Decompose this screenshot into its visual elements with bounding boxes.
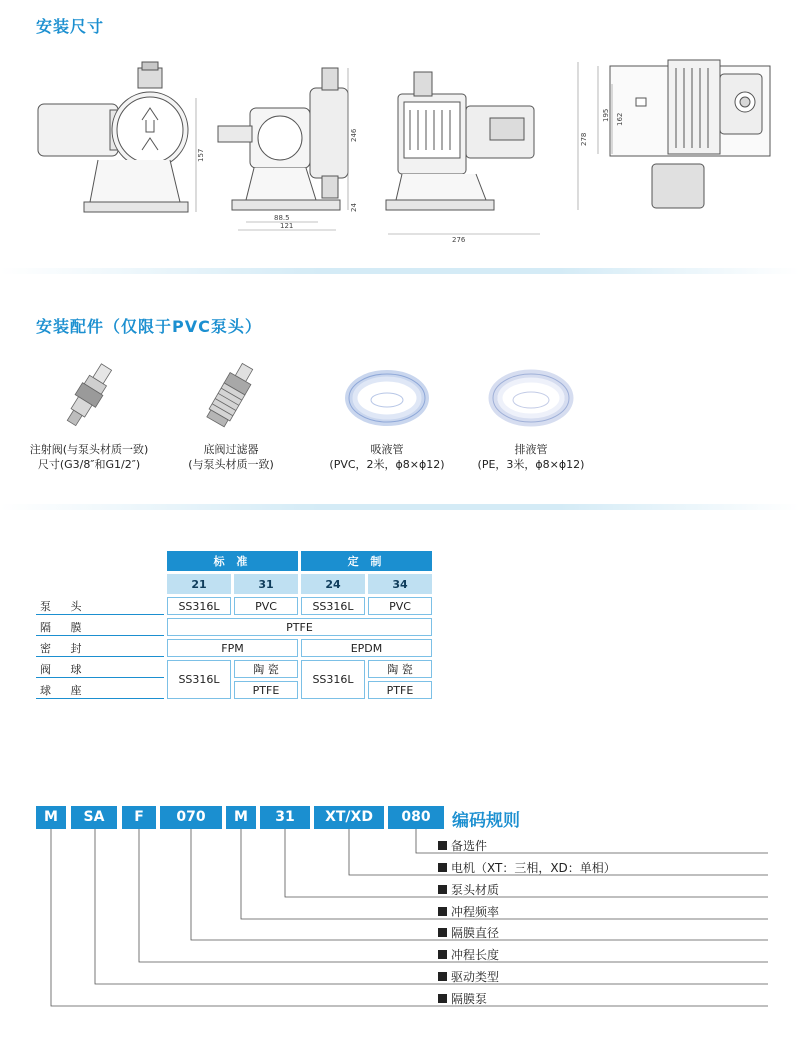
code-segment-options: 080 <box>388 806 444 829</box>
accessory-caption: 尺寸(G3/8″和G1/2″) <box>37 458 141 471</box>
square-bullet-icon <box>438 863 447 872</box>
table-cell: FPM <box>167 639 298 657</box>
accessory-suction-tube <box>312 360 462 472</box>
code-rule-title: 编码规则 <box>452 811 520 831</box>
square-bullet-icon <box>438 994 447 1003</box>
dim-side-outer: 121 <box>280 222 294 230</box>
legend-item-drive-type: 驱动类型 <box>438 968 499 985</box>
code-cell: 31 <box>234 574 298 594</box>
dim-side-foot: 24 <box>350 203 358 212</box>
code-segment-stroke-frequency: M <box>226 806 256 829</box>
table-row <box>36 681 432 699</box>
accessory-injection-valve <box>14 360 164 472</box>
table-row <box>36 618 432 636</box>
dim-side-inner: 88.5 <box>274 214 290 222</box>
legend-item-pump-head-material: 泵头材质 <box>438 881 499 898</box>
table-header-row <box>36 551 432 571</box>
code-cell: 21 <box>167 574 231 594</box>
legend-item-stroke-frequency: 冲程频率 <box>438 903 499 920</box>
front-view-drawing <box>38 62 196 212</box>
accessory-caption: 底阀过滤器 <box>203 443 259 456</box>
legend-item-motor: 电机（XT：三相，XD：单相） <box>438 859 616 876</box>
section-title-dimensions: 安装尺寸 <box>36 17 105 36</box>
section-divider <box>0 504 800 510</box>
code-cell: 34 <box>368 574 432 594</box>
code-segment-stroke-length: F <box>122 806 156 829</box>
table-cell: 陶 瓷 <box>368 660 432 678</box>
rear-view-drawing <box>386 62 578 234</box>
legend-item-stroke-length: 冲程长度 <box>438 946 499 963</box>
table-cell: PTFE <box>167 618 432 636</box>
table-cell: SS316L <box>167 660 231 699</box>
square-bullet-icon <box>438 950 447 959</box>
side-view-drawing <box>218 68 348 230</box>
table-cell: PTFE <box>234 681 298 699</box>
table-cell: SS316L <box>301 597 365 615</box>
row-label-ball-seat: 球 座 <box>36 681 164 699</box>
code-segment-pump-head-material: 31 <box>260 806 310 829</box>
group-standard-header: 标 准 <box>167 551 298 571</box>
row-label-valve-ball: 阀 球 <box>36 660 164 678</box>
table-cell: 陶 瓷 <box>234 660 298 678</box>
code-segment-motor: XT/XD <box>314 806 384 829</box>
table-cell: EPDM <box>301 639 432 657</box>
row-label-diaphragm: 隔 膜 <box>36 618 164 636</box>
row-label-pump-head: 泵 头 <box>36 597 164 615</box>
square-bullet-icon <box>438 841 447 850</box>
row-label-seal: 密 封 <box>36 639 164 657</box>
dim-rear-height: 278 <box>580 132 588 146</box>
table-cell: SS316L <box>301 660 365 699</box>
dimension-drawings <box>0 50 800 250</box>
legend-item-options: 备选件 <box>438 837 487 854</box>
table-cell: PVC <box>368 597 432 615</box>
dim-top-outer: 195 <box>602 108 610 122</box>
code-leader-lines <box>0 829 800 1019</box>
injection-valve-image <box>49 360 129 430</box>
top-view-drawing <box>598 60 770 208</box>
accessory-caption: 吸液管 <box>370 443 404 456</box>
table-row <box>36 639 432 657</box>
section-divider <box>0 268 800 274</box>
dim-side-height: 246 <box>350 128 358 142</box>
square-bullet-icon <box>438 907 447 916</box>
code-segment-diaphragm-diameter: 070 <box>160 806 222 829</box>
accessory-foot-valve-filter <box>156 360 306 472</box>
table-cell: SS316L <box>167 597 231 615</box>
square-bullet-icon <box>438 885 447 894</box>
accessory-caption: 注射阀(与泵头材质一致) <box>29 443 149 456</box>
accessory-caption: (PE，3米，ϕ8×ϕ12) <box>477 458 585 471</box>
dim-rear-width: 276 <box>452 236 466 244</box>
dim-front-height: 157 <box>197 148 205 162</box>
legend-item-diaphragm-pump: 隔膜泵 <box>438 990 487 1007</box>
table-cell: PVC <box>234 597 298 615</box>
suction-tube-image <box>342 360 432 430</box>
dim-top-inner: 162 <box>616 112 624 126</box>
accessory-caption: (PVC，2米，ϕ8×ϕ12) <box>329 458 445 471</box>
code-cell: 24 <box>301 574 365 594</box>
group-custom-header: 定 制 <box>301 551 432 571</box>
accessory-caption: 排液管 <box>514 443 548 456</box>
table-code-row <box>36 574 432 594</box>
code-segment-series: M <box>36 806 66 829</box>
code-segment-drive: SA <box>71 806 117 829</box>
square-bullet-icon <box>438 928 447 937</box>
legend-item-diaphragm-diameter: 隔膜直径 <box>438 924 499 941</box>
table-cell: PTFE <box>368 681 432 699</box>
table-row <box>36 660 432 678</box>
section-title-accessories: 安装配件（仅限于PVC泵头） <box>36 317 262 336</box>
material-spec-table <box>33 548 435 702</box>
foot-valve-filter-image <box>191 360 271 430</box>
accessory-caption: (与泵头材质一致) <box>188 458 274 471</box>
accessory-discharge-tube <box>456 360 606 472</box>
table-row <box>36 597 432 615</box>
square-bullet-icon <box>438 972 447 981</box>
discharge-tube-image <box>486 360 576 430</box>
